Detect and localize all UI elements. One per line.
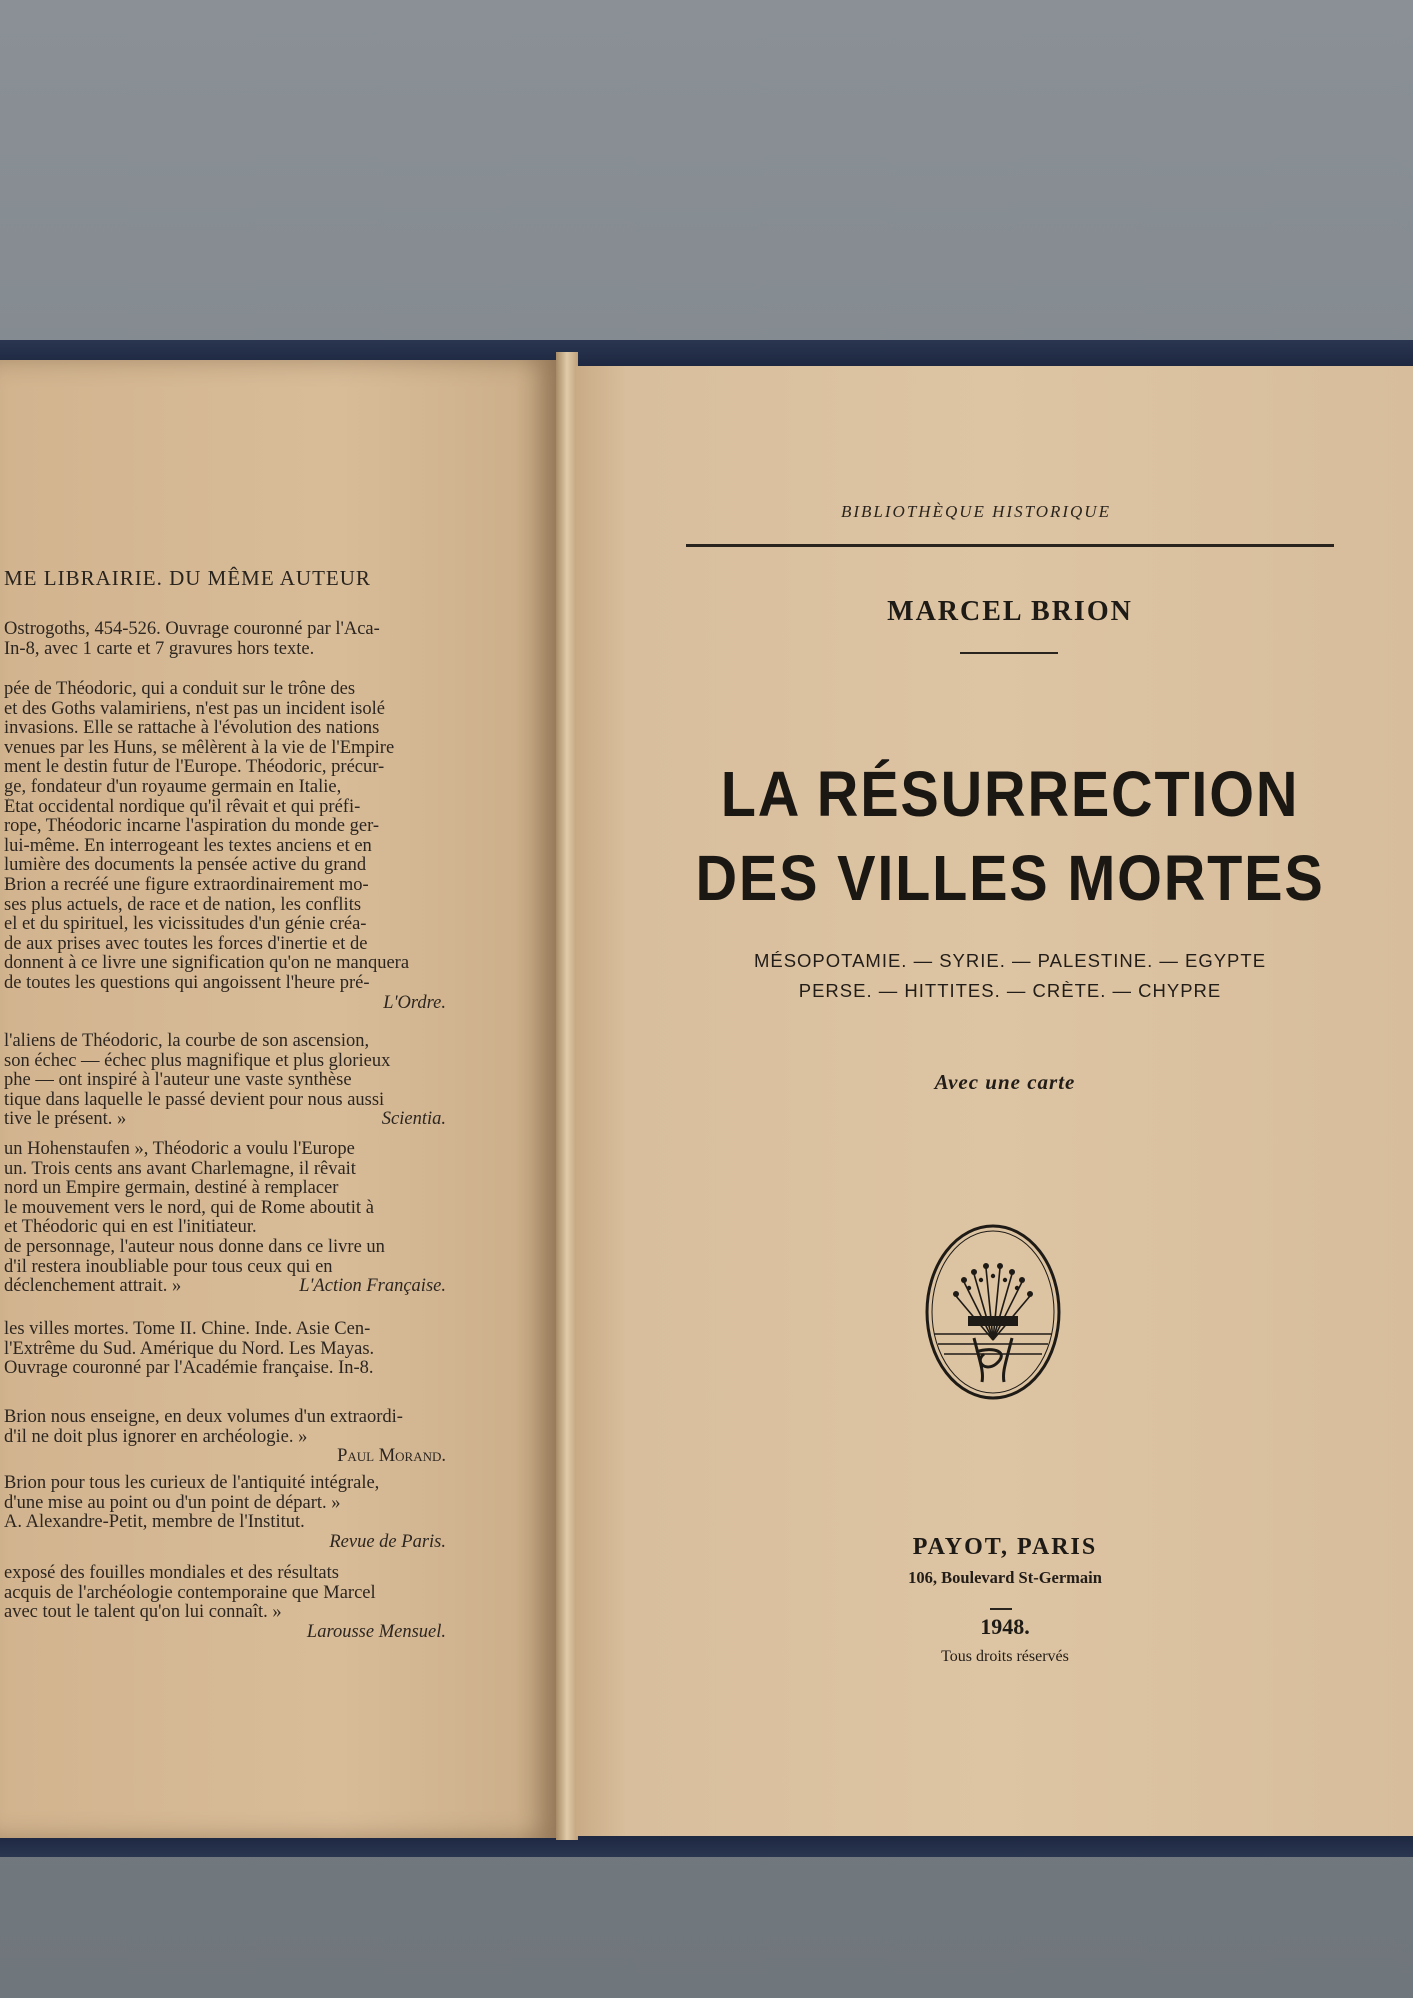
- publisher-emblem-icon: [924, 1222, 1062, 1402]
- text-line: invasions. Elle se rattache à l'évolution des nations: [4, 719, 380, 739]
- text-line: rope, Théodoric incarne l'aspiration du monde ger-: [4, 817, 380, 837]
- publisher-address: 106, Boulevard St-Germain: [908, 1568, 1102, 1587]
- divider-rule: [990, 1608, 1012, 1610]
- text-line: l'aliens de Théodoric, la courbe de son ascension,: [4, 1032, 370, 1051]
- rights-notice: Tous droits réservés: [941, 1648, 1069, 1665]
- divider-rule: [686, 544, 1334, 547]
- text-line: ses plus actuels, de race et de nation, les conflits: [4, 895, 362, 915]
- subtitle-line-1: MÉSOPOTAMIE. — SYRIE. — PALESTINE. — EGYPTE: [753, 950, 1267, 971]
- text-line: avec tout le talent qu'on lui connaît. »: [4, 1603, 282, 1623]
- publication-year: 1948.: [980, 1614, 1030, 1639]
- text-line: In-8, avec 1 carte et 7 gravures hors texte.: [4, 639, 315, 659]
- text-line: les villes mortes. Tome II. Chine. Inde. Asie Cen-: [4, 1320, 371, 1339]
- book-title-line-2: DES VILLES MORTES: [695, 842, 1325, 914]
- text-line: Brion nous enseigne, en deux volumes d'un extraordi-: [4, 1408, 403, 1427]
- text-line: lui-même. En interrogeant les textes anciens et en: [4, 836, 372, 856]
- review-signature: Revue de Paris.: [329, 1532, 446, 1552]
- book-subtitle: [690, 946, 1330, 1006]
- map-note: Avec une carte: [934, 1070, 1076, 1094]
- book-gutter: [556, 352, 578, 1840]
- text-line: son échec — échec plus magnifique et plus glorieux: [4, 1051, 391, 1071]
- text-line: État occidental nordique qu'il rêvait et qui préfi-: [4, 797, 361, 817]
- text-line: Brion pour tous les curieux de l'antiquité intégrale,: [4, 1474, 380, 1493]
- text-line: ment le destin futur de l'Europe. Théodoric, précur-: [4, 758, 385, 778]
- review-signature: Paul Morand.: [337, 1447, 446, 1467]
- text-line: de personnage, l'auteur nous donne dans ce livre un: [4, 1237, 385, 1257]
- text-line: et des Goths valamiriens, n'est pas un incident isolé: [4, 699, 385, 719]
- text-line: Ostrogoths, 454-526. Ouvrage couronné par l'Aca-: [4, 620, 380, 639]
- book-title-line-1: LA RÉSURRECTION: [720, 758, 1300, 830]
- text-line: le mouvement vers le nord, qui de Rome aboutit à: [4, 1198, 374, 1218]
- review-signature: Scientia.: [381, 1110, 446, 1130]
- text-line: pée de Théodoric, qui a conduit sur le trône des: [4, 680, 356, 699]
- text-line: phe — ont inspiré à l'auteur une vaste synthèse: [4, 1071, 352, 1091]
- review-revue-de-paris: [4, 1474, 486, 1552]
- text-line: tique dans laquelle le passé devient pour nous aussi: [4, 1090, 385, 1110]
- text-line: l'Extrême du Sud. Amérique du Nord. Les Mayas.: [4, 1339, 375, 1359]
- book-entry-1: [4, 620, 486, 659]
- review-larousse: [4, 1564, 486, 1642]
- text-line: acquis de l'archéologie contemporaine que Marcel: [4, 1583, 376, 1603]
- text-line: venues par les Huns, se mêlèrent à la vie de l'Empire: [4, 738, 395, 758]
- author-name: MARCEL BRION: [887, 596, 1133, 627]
- text-line: el et du spirituel, les vicissitudes d'un génie créa-: [4, 915, 367, 935]
- book-cover-bottom-edge: [0, 1835, 1413, 1857]
- review-action-francaise: [4, 1140, 486, 1297]
- review-signature: L'Ordre.: [383, 993, 446, 1013]
- review-signature: Larousse Mensuel.: [306, 1622, 446, 1642]
- review-signature: L'Action Française.: [299, 1277, 446, 1297]
- subtitle-line-2: PERSE. — HITTITES. — CRÈTE. — CHYPRE: [798, 980, 1222, 1001]
- review-paul-morand: [4, 1408, 486, 1467]
- text-line: d'il restera inoubliable pour tous ceux qui en: [4, 1257, 333, 1277]
- text-line: tive le présent. »: [4, 1110, 127, 1130]
- text-line: Ouvrage couronné par l'Académie française. In-8.: [4, 1359, 374, 1379]
- text-line: A. Alexandre-Petit, membre de l'Institut.: [4, 1513, 305, 1533]
- text-line: nord un Empire germain, destiné à remplacer: [4, 1179, 339, 1199]
- text-line: un. Trois cents ans avant Charlemagne, il rêvait: [4, 1159, 356, 1179]
- text-line: un Hohenstaufen », Théodoric a voulu l'Europe: [4, 1140, 355, 1159]
- text-line: ge, fondateur d'un royaume germain en Italie,: [4, 777, 342, 797]
- text-line: lumière des documents la pensée active du grand: [4, 856, 367, 876]
- publisher-name: PAYOT, PARIS: [912, 1534, 1098, 1560]
- text-line: exposé des fouilles mondiales et des résultats: [4, 1564, 339, 1583]
- text-line: d'il ne doit plus ignorer en archéologie. »: [4, 1427, 308, 1447]
- text-line: de toutes les questions qui angoissent l'heure pré-: [4, 973, 370, 993]
- text-line: déclenchement attrait. »: [4, 1277, 182, 1297]
- review-l-ordre: [4, 680, 486, 1013]
- text-line: de aux prises avec toutes les forces d'inertie et de: [4, 934, 368, 954]
- series-title: BIBLIOTHÈQUE HISTORIQUE: [841, 502, 1111, 521]
- book-entry-2: [4, 1320, 486, 1379]
- text-line: donnent à ce livre une signification qu'on ne manquera: [4, 954, 410, 974]
- left-page-heading: ME LIBRAIRIE. DU MÊME AUTEUR: [4, 566, 371, 590]
- review-scientia: [4, 1032, 486, 1130]
- divider-rule: [960, 652, 1058, 654]
- book-title: [695, 752, 1325, 920]
- text-line: d'une mise au point ou d'un point de départ. »: [4, 1493, 341, 1513]
- text-line: Brion a recréé une figure extraordinairement mo-: [4, 875, 369, 895]
- text-line: et Théodoric qui en est l'initiateur.: [4, 1218, 257, 1238]
